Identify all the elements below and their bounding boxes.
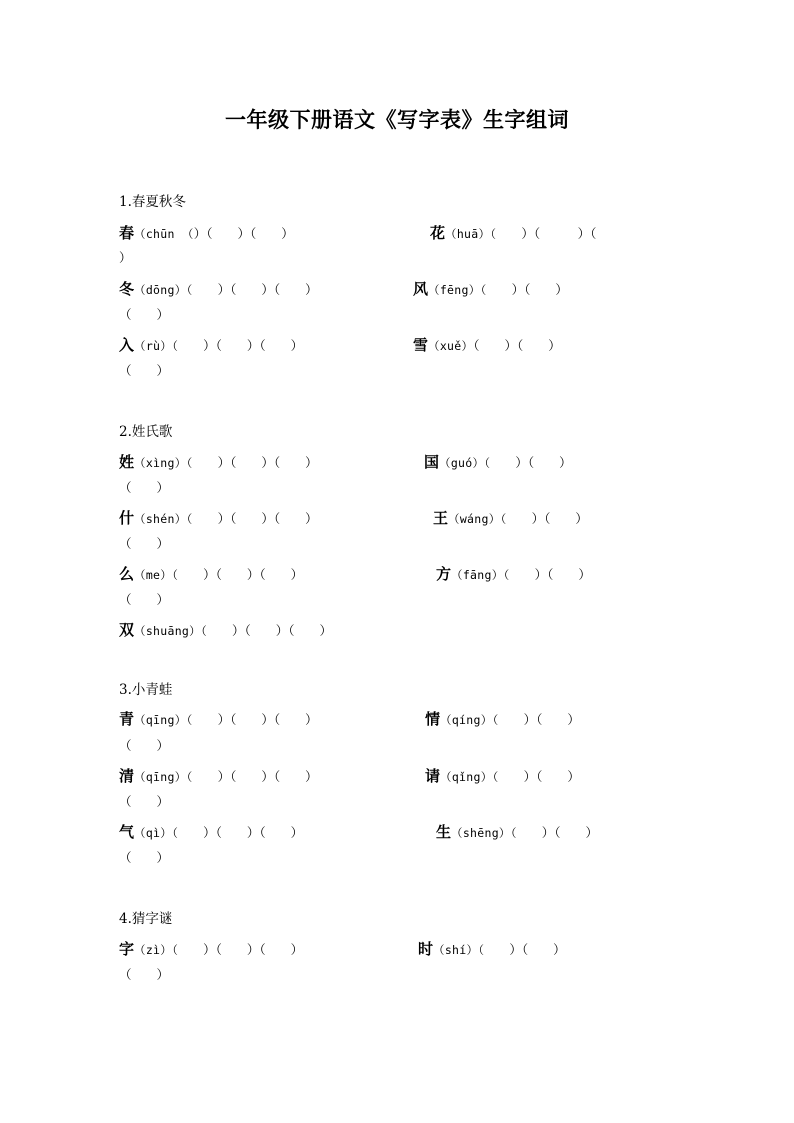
pinyin: （qì）（: [134, 826, 179, 840]
blanks: ）（ ）（ ）: [207, 623, 333, 638]
blanks: （ ）: [119, 307, 170, 322]
blanks: ）（ ）（ ）: [178, 825, 304, 840]
section-heading: 3.小青蛙: [119, 682, 173, 698]
pinyin: （shuāng）（: [134, 624, 208, 638]
hanzi: 方: [436, 565, 452, 583]
blanks: ）（ ）（ ）: [192, 712, 318, 727]
hanzi: 生: [436, 823, 452, 841]
blanks: ）（ ）（ ）: [178, 567, 304, 582]
blanks: ）（ ）（ ）: [193, 226, 294, 241]
blanks: ）（ ）（ ）: [192, 282, 318, 297]
pinyin: （zì）（: [134, 943, 179, 957]
section-heading: 2.姓氏歌: [119, 424, 173, 440]
hanzi: 请: [425, 767, 441, 785]
wrap-line: [119, 534, 679, 556]
word-line: [119, 222, 679, 244]
blanks: ）（ ）: [498, 712, 580, 727]
blanks: ）（ ）: [490, 455, 572, 470]
pinyin: （xuě）: [428, 339, 474, 353]
hanzi: 青: [119, 710, 135, 728]
wrap-line: [119, 736, 679, 758]
word-line: [119, 563, 679, 585]
hanzi: 字: [119, 940, 135, 958]
hanzi: 清: [119, 767, 135, 785]
blanks: ）（ ）: [486, 282, 568, 297]
hanzi: 么: [119, 565, 135, 583]
word-line: [119, 451, 679, 473]
blanks: （ ）: [119, 363, 170, 378]
pinyin: （fēng）（: [428, 283, 487, 297]
blanks: ）: [119, 250, 132, 265]
word-line: [119, 708, 679, 730]
wrap-line: [119, 965, 679, 987]
hanzi: 什: [119, 509, 135, 527]
blanks: （ ）: [119, 850, 170, 865]
pinyin: （shí）（: [433, 943, 485, 957]
pinyin: （qíng）（: [440, 713, 499, 727]
pinyin: （me）（: [134, 568, 179, 582]
blanks: ）（ ）（ ）: [192, 511, 318, 526]
blanks: （ ）: [119, 592, 170, 607]
wrap-line: [119, 478, 679, 500]
blanks: （ ）: [119, 536, 170, 551]
wrap-line: [119, 305, 679, 327]
wrap-line: [119, 848, 679, 870]
hanzi: 入: [119, 336, 135, 354]
word-line: [119, 938, 679, 960]
word-line: [119, 507, 679, 529]
blanks: ）（ ）（ ）: [178, 942, 304, 957]
pinyin: （qīng）（: [134, 770, 193, 784]
hanzi: 花: [430, 224, 446, 242]
hanzi: 气: [119, 823, 135, 841]
blanks: （ ）: [119, 967, 170, 982]
blanks: ）（ ）: [498, 769, 580, 784]
pinyin: （shén）（: [134, 512, 193, 526]
wrap-line: [119, 248, 679, 270]
pinyin: （dōng）（: [134, 283, 193, 297]
pinyin: （chūn （: [134, 227, 194, 241]
blanks: ）（ ）（: [496, 226, 597, 241]
blanks: ）（ ）: [516, 825, 599, 840]
blanks: （ ）: [119, 738, 170, 753]
hanzi: 春: [119, 224, 135, 242]
hanzi: 雪: [413, 336, 429, 354]
hanzi: 时: [418, 940, 434, 958]
hanzi: 双: [119, 621, 135, 639]
word-line: [119, 765, 679, 787]
word-line: [119, 334, 679, 356]
word-line: [119, 821, 679, 843]
wrap-line: [119, 590, 679, 612]
pinyin: （guó）（: [439, 456, 491, 470]
pinyin: （qǐng）（: [440, 770, 499, 784]
hanzi: 冬: [119, 280, 135, 298]
word-line: [119, 278, 679, 300]
hanzi: 风: [413, 280, 429, 298]
blanks: ）（ ）: [509, 567, 591, 582]
word-line: [119, 619, 679, 641]
blanks: （ ）（ ）: [473, 338, 561, 353]
pinyin: （huā）（: [445, 227, 497, 241]
blanks: ）（ ）: [506, 511, 588, 526]
section-heading: 4.猜字谜: [119, 911, 173, 927]
pinyin: （fāng）（: [451, 568, 510, 582]
pinyin: （qīng）（: [134, 713, 193, 727]
blanks: ）（ ）（ ）: [178, 338, 304, 353]
hanzi: 国: [424, 453, 440, 471]
hanzi: 情: [425, 710, 441, 728]
blanks: ）（ ）（ ）: [192, 769, 318, 784]
pinyin: （wáng）（: [448, 512, 507, 526]
wrap-line: [119, 361, 679, 383]
blanks: ）（ ）: [484, 942, 566, 957]
blanks: （ ）: [119, 480, 170, 495]
hanzi: 王: [433, 509, 449, 527]
hanzi: 姓: [119, 453, 135, 471]
wrap-line: [119, 792, 679, 814]
pinyin: （rù）（: [134, 339, 179, 353]
pinyin: （shēng）（: [451, 826, 517, 840]
blanks: （ ）: [119, 794, 170, 809]
blanks: ）（ ）（ ）: [192, 455, 318, 470]
section-heading: 1.春夏秋冬: [119, 194, 186, 210]
page-title: 一年级下册语文《写字表》生字组词: [225, 107, 569, 132]
pinyin: （xìng）（: [134, 456, 193, 470]
